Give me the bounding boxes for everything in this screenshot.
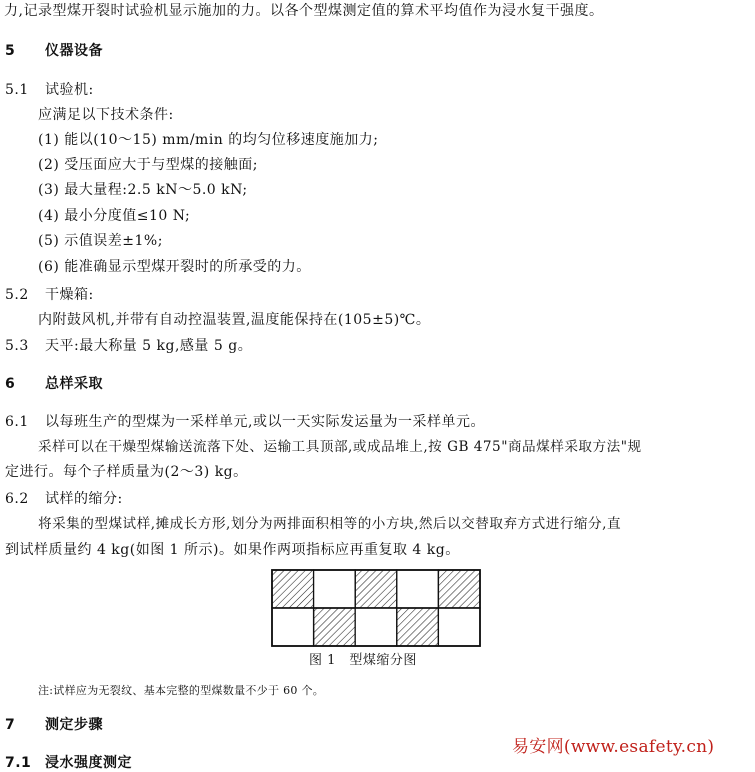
clause-5-2-text: 内附鼓风机,并带有自动控温装置,温度能保持在(105±5)℃。 xyxy=(38,312,431,328)
clause-7-1 xyxy=(5,754,132,772)
site-watermark: 易安网(www.esafety.cn) xyxy=(512,737,715,757)
clause-7-1-title: 浸水强度测定 xyxy=(45,755,132,771)
clause-6-2-number: 6.2 xyxy=(5,491,29,507)
section-5-heading xyxy=(5,42,103,60)
clause-7-1-number: 7.1 xyxy=(5,755,32,771)
clause-5-1-intro: 应满足以下技术条件: xyxy=(38,107,174,123)
clause-6-1-line2: 采样可以在干燥型煤输送流落下处、运输工具顶部,或成品堆上,按 GB 475"商品煤样采取方法"规 xyxy=(38,439,642,455)
requirement-item: (3) 最大量程:2.5 kN～5.0 kN; xyxy=(38,182,248,198)
requirement-item: (6) 能准确显示型煤开裂时的所承受的力。 xyxy=(38,259,311,275)
grid-cell-empty xyxy=(397,570,439,608)
clause-6-2-title: 试样的缩分: xyxy=(45,491,123,507)
section-6-heading xyxy=(5,375,103,393)
clause-6-1-line1: 以每班生产的型煤为一采样单元,或以一天实际发运量为一采样单元。 xyxy=(45,414,485,430)
clause-6-2-line2: 到试样质量约 4 kg(如图 1 所示)。如果作两项指标应再重复取 4 kg。 xyxy=(5,542,460,558)
clause-5-2-title: 干燥箱: xyxy=(45,287,94,303)
grid-cell-empty xyxy=(438,608,480,646)
requirement-item: (1) 能以(10～15) mm/min 的均匀位移速度施加力; xyxy=(38,132,379,148)
grid-cell-hatched xyxy=(314,608,356,646)
section-7-heading xyxy=(5,716,103,734)
section-7-number: 7 xyxy=(5,717,16,733)
requirement-item: (4) 最小分度值≤10 N; xyxy=(38,208,191,224)
clause-5-3-number: 5.3 xyxy=(5,338,29,354)
requirement-item: (5) 示值误差±1%; xyxy=(38,233,163,249)
grid-cell-hatched xyxy=(355,570,397,608)
clause-5-1 xyxy=(5,81,94,99)
requirement-item: (2) 受压面应大于与型煤的接触面; xyxy=(38,157,258,173)
reduction-grid-figure xyxy=(271,569,483,649)
clause-6-2 xyxy=(5,490,123,508)
section-6-number: 6 xyxy=(5,376,16,392)
section-5-number: 5 xyxy=(5,43,16,59)
section-6-title: 总样采取 xyxy=(45,376,103,392)
clause-5-3 xyxy=(5,337,252,355)
clause-5-1-title: 试验机: xyxy=(45,82,94,98)
clause-6-1-number: 6.1 xyxy=(5,414,29,430)
clause-5-3-text: 天平:最大称量 5 kg,感量 5 g。 xyxy=(45,338,253,354)
figure-caption: 图 1 型煤缩分图 xyxy=(309,653,417,668)
grid-cell-hatched xyxy=(397,608,439,646)
grid-cell-hatched xyxy=(438,570,480,608)
clause-5-1-number: 5.1 xyxy=(5,82,29,98)
figure-note: 注:试样应为无裂纹、基本完整的型煤数量不少于 60 个。 xyxy=(38,684,325,697)
section-7-title: 测定步骤 xyxy=(45,717,103,733)
grid-cell-hatched xyxy=(272,570,314,608)
clause-6-2-line1: 将采集的型煤试样,摊成长方形,划分为两排面积相等的小方块,然后以交替取弃方式进行缩分,直 xyxy=(38,516,622,532)
grid-cell-empty xyxy=(355,608,397,646)
clause-6-1 xyxy=(5,413,485,431)
clause-6-1-line3: 定进行。每个子样质量为(2～3) kg。 xyxy=(5,464,248,480)
intro-line: 力,记录型煤开裂时试验机显示施加的力。以各个型煤测定值的算术平均值作为浸水复干强度。 xyxy=(4,3,604,19)
clause-5-2-number: 5.2 xyxy=(5,287,29,303)
grid-cell-empty xyxy=(272,608,314,646)
grid-cell-empty xyxy=(314,570,356,608)
section-5-title: 仪器设备 xyxy=(45,43,103,59)
clause-5-2 xyxy=(5,286,94,304)
